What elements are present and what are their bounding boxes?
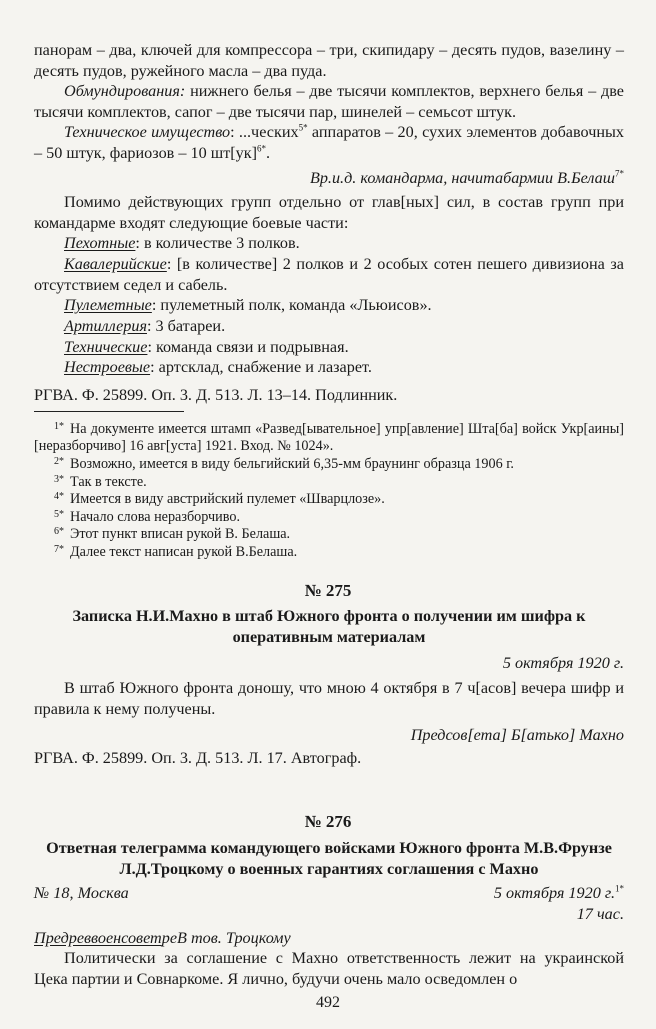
source-reference-275: РГВА. Ф. 25899. Оп. 3. Д. 513. Л. 17. Автограф. (34, 749, 362, 767)
forces-item-infantry: Пехотные: в количестве 3 полков. (64, 234, 300, 252)
page-number: 492 (316, 994, 340, 1011)
forces-item-artillery: Артиллерия: 3 батареи. (64, 317, 226, 335)
date-275: 5 октября 1920 г. (502, 654, 624, 672)
forces-item-machinegun: Пулеметные: пулеметный полк, команда «Льюисов». (64, 296, 432, 314)
place-276: № 18, Москва (34, 884, 129, 902)
footnote-5: 5* Начало слова неразборчиво. (54, 509, 240, 525)
source-reference-1: РГВА. Ф. 25899. Оп. 3. Д. 513. Л. 13–14. Подлинник. (34, 386, 398, 404)
footnote-ref: 5* (298, 122, 308, 133)
document-number-276: № 276 (304, 812, 352, 831)
footnote-4: 4* Имеется в виду австрийский пулемет «Шварцлозе». (54, 491, 385, 507)
time-276: 17 час. (576, 905, 624, 923)
uniform-paragraph: Обмундирования: нижнего белья – две тысячи комплектов, верхнего белья – две тысячи комплектов, сапог – две тысячи пар, шинелей – семьсот штук. (34, 82, 624, 121)
signature-belash: Вр.и.д. командарма, начитабармии В.Белаш$^{7*}$ (309, 168, 624, 187)
footnote-1: 1* На документе имеется штамп «Развед[ывательное] упр[авление] Шта[ба] войск Укр[аины] [неразборчиво] 16 авг[уста] 1921. Вход. № 1024». (34, 421, 624, 455)
technical-paragraph: Техническое имущество: ...ческих$^{5*}$ аппаратов – 20, сухих элементов добавочных – 50 штук, фариозов – 10 шт[ук]$^{6*}$. (34, 122, 624, 162)
document-number-275: № 275 (304, 581, 352, 600)
document-title-276: Ответная телеграмма командующего войсками Южного фронта М.В.Фрунзе Л.Д.Троцкому о военных гарантиях соглашения с Махно (46, 839, 612, 878)
footnote-divider (34, 411, 184, 412)
uniform-label: Обмундирования: (64, 82, 186, 100)
footnote-3: 3* Так в тексте. (54, 474, 147, 490)
footnote-6: 6* Этот пункт вписан рукой В. Белаша. (54, 526, 291, 542)
place-date-row-276 (34, 883, 624, 904)
addressee-276: ПредреввоенсоветреВ тов. Троцкому (34, 929, 291, 947)
signature-makhno: Предсов[ета] Б[атько] Махно (410, 726, 624, 744)
date-276: 5 октября 1920 г.$^{1*}$ (493, 883, 624, 902)
forces-item-cavalry: Кавалерийские: [в количестве] 2 полков и 2 особых сотен пешего дивизиона за отсутствием седел и сабель. (34, 255, 624, 294)
technical-label: Техническое имущество (64, 123, 231, 141)
footnote-ref: 6* (257, 143, 267, 154)
body-276: Политически за соглашение с Махно ответственность лежит на украинской Цека партии и Совнаркоме. Я лично, будучи очень мало осведомлен о (34, 949, 624, 988)
forces-item-technical: Технические: команда связи и подрывная. (64, 338, 349, 356)
forces-intro: Помимо действующих групп отдельно от глав[ных] сил, в состав групп при командарме входят следующие боевые части: (34, 193, 624, 232)
forces-item-noncombat: Нестроевые: артсклад, снабжение и лазарет. (64, 358, 372, 376)
document-title-275: Записка Н.И.Махно в штаб Южного фронта о получении им шифра к оперативным материалам (72, 607, 586, 646)
body-275: В штаб Южного фронта доношу, что мною 4 октября в 7 ч[асов] вечера шифр и правила к нему получены. (34, 679, 624, 718)
footnote-2: 2* Возможно, имеется в виду бельгийский 6,35-мм браунинг образца 1906 г. (54, 456, 514, 472)
supply-paragraph: панорам – два, ключей для компрессора – три, скипидару – десять пудов, вазелину – десять пудов, ружейного масла – два пуда. (34, 41, 624, 80)
footnote-7: 7* Далее текст написан рукой В.Белаша. (54, 544, 298, 560)
